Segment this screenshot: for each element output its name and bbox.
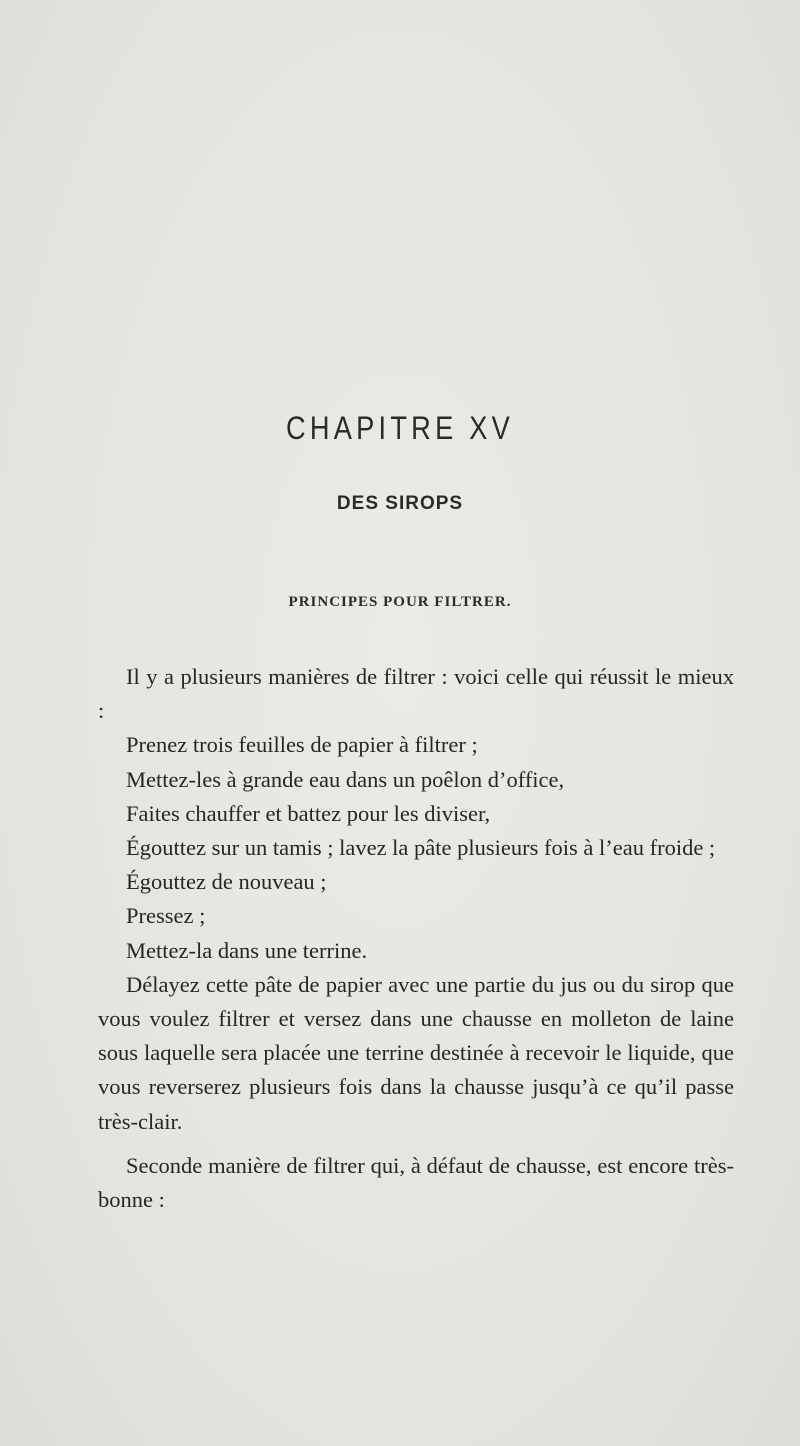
subsection-title: PRINCIPES POUR FILTRER.	[288, 594, 512, 610]
paragraph-step-4: Égouttez sur un tamis ; lavez la pâte plusieurs fois à l’eau froide ;	[126, 835, 716, 861]
chapter-title: CHAPITRE XV	[285, 410, 515, 446]
paragraph-seconde-maniere: Seconde manière de filtrer qui, à défaut de chausse, est encore très-bonne :	[98, 1152, 734, 1213]
paragraph-step-6: Pressez ;	[126, 903, 206, 929]
paragraph-step-7: Mettez-la dans une terrine.	[126, 937, 368, 963]
paragraph-step-2: Mettez-les à grande eau dans un poêlon d’office,	[126, 766, 565, 792]
paragraph-intro: Il y a plusieurs manières de filtrer : voici celle qui réussit le mieux :	[98, 664, 734, 724]
body-text	[98, 660, 734, 1217]
paragraph-step-5: Égouttez de nouveau ;	[126, 869, 327, 895]
section-title: DES SIROPS	[336, 493, 464, 514]
paragraph-step-1: Prenez trois feuilles de papier à filtrer ;	[126, 732, 478, 758]
paragraph-step-3: Faites chauffer et battez pour les diviser,	[126, 800, 491, 826]
paragraph-delayez: Délayez cette pâte de papier avec une partie du jus ou du sirop que vous voulez filtrer et versez dans une chausse en molleton de laine sous laquelle sera placée une terrine destinée à recevoir le liquide, que vous reverserez plusieurs fois dans la chausse jusqu’à ce qu’il passe très-clair.	[98, 971, 734, 1134]
